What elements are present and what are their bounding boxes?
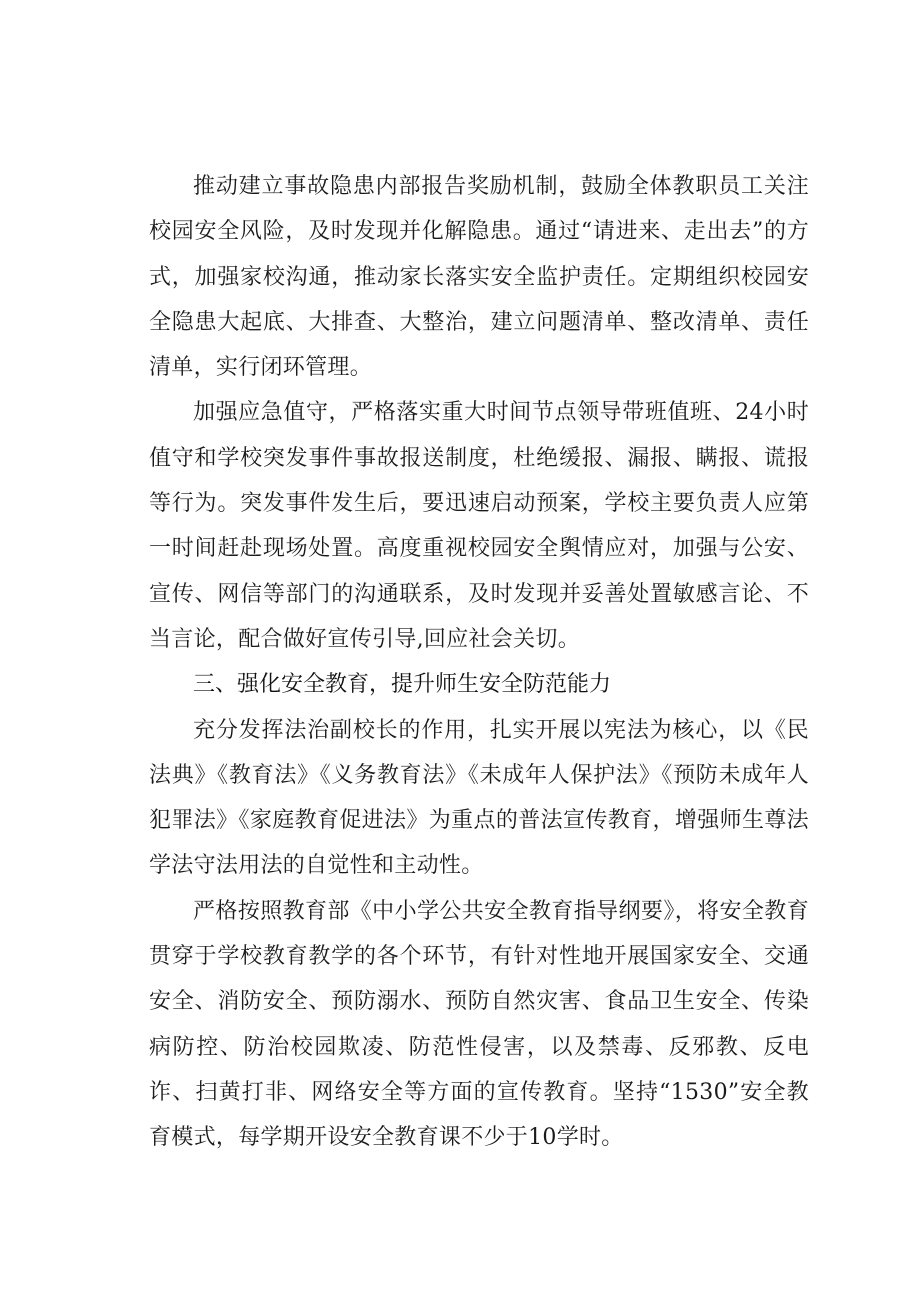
- paragraph-emergency-duty: 加强应急值守，严格落实重大时间节点领导带班值班、24小时值守和学校突发事件事故报送制度，杜绝缓报、漏报、瞒报、谎报等行为。突发事件发生后，要迅速启动预案，学校主要负责人应第一时间赶赴现场处置。高度重视校园安全舆情应对，加强与公安、宣传、网信等部门的沟通联系，及时发现并妥善处置敏感言论、不当言论，配合做好宣传引导,回应社会关切。: [149, 400, 809, 652]
- paragraph-legal-education: 充分发挥法治副校长的作用，扎实开展以宪法为核心，以《民法典》《教育法》《义务教育法》《未成年人保护法》《预防未成年人犯罪法》《家庭教育促进法》为重点的普法宣传教育，增强师生尊法学法守法用法的自觉性和主动性。: [149, 717, 809, 879]
- paragraph-safety-education: 严格按照教育部《中小学公共安全教育指导纲要》，将安全教育贯穿于学校教育教学的各个环节，有针对性地开展国家安全、交通安全、消防安全、预防溺水、预防自然灾害、食品卫生安全、传染病防控、防治校园欺凌、防范性侵害，以及禁毒、反邪教、反电诈、扫黄打非、网络安全等方面的宣传教育。坚持“1530”安全教育模式，每学期开设安全教育课不少于10学时。: [149, 898, 809, 1151]
- paragraph-hazard-reporting: 推动建立事故隐患内部报告奖励机制，鼓励全体教职员工关注校园安全风险，及时发现并化解隐患。通过“请进来、走出去”的方式，加强家校沟通，推动家长落实安全监护责任。定期组织校园安全隐患大起底、大排查、大整治，建立问题清单、整改清单、责任清单，实行闭环管理。: [149, 174, 809, 381]
- document-body: [149, 164, 809, 1161]
- section-heading: 三、强化安全教育，提升师生安全防范能力: [193, 672, 612, 698]
